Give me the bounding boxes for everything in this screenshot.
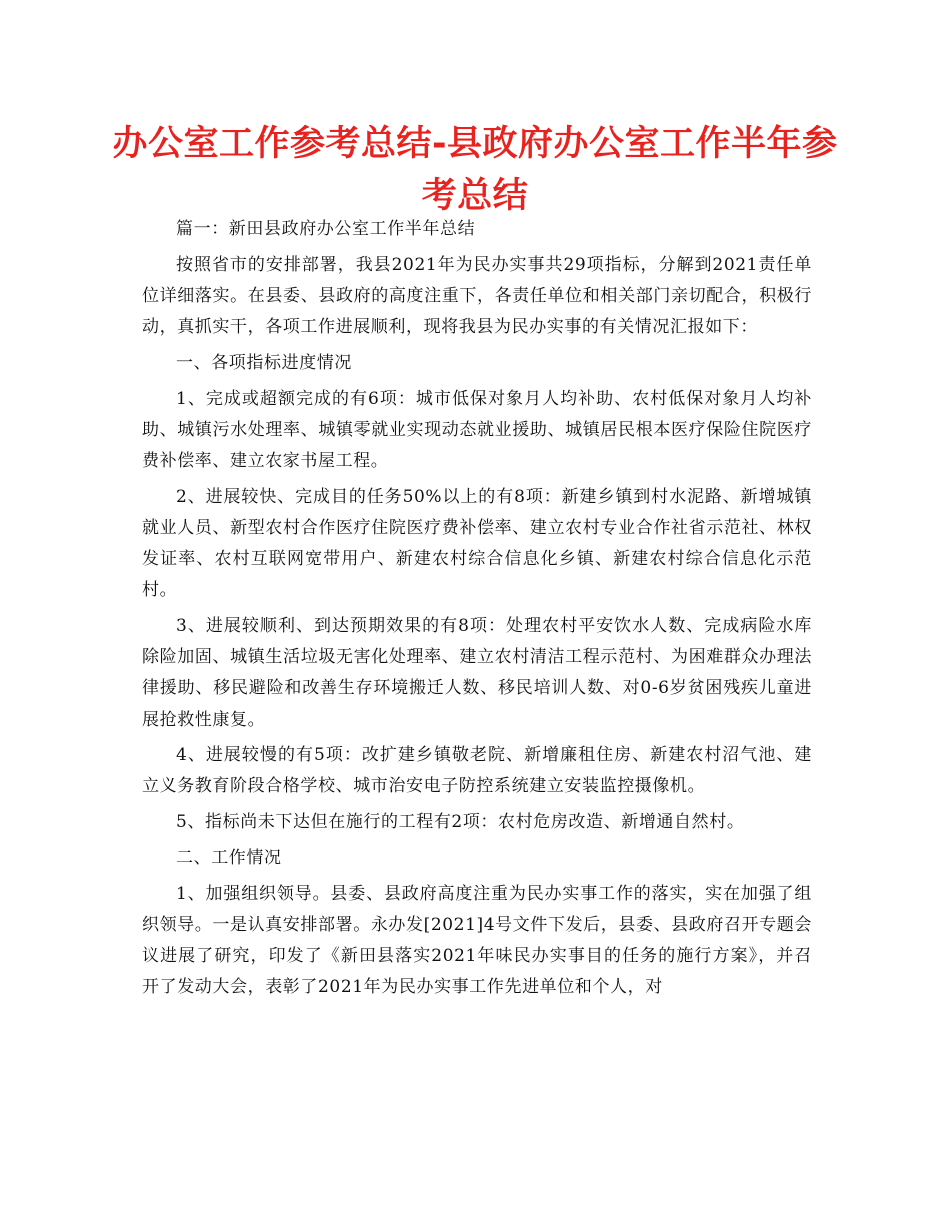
section-heading: 二、工作情况: [176, 847, 282, 868]
document-body: [142, 214, 812, 1008]
paragraph: 1、加强组织领导。县委、县政府高度注重为民办实事工作的落实，实在加强了组织领导。一是认真安排部署。永办发[2021]4号文件下发后，县委、县政府召开专题会议进展了研究，印发了《新田县落实2021年味民办实事目的任务的施行方案》，并召开了发动大会，表彰了2021年为民办实事工作先进单位和个人，对: [142, 883, 812, 998]
paragraph: 按照省市的安排部署，我县2021年为民办实事共29项指标，分解到2021责任单位详细落实。在县委、县政府的高度注重下，各责任单位和相关部门亲切配合，积极行动，真抓实干，各项工作进展顺利，现将我县为民办实事的有关情况汇报如下：: [142, 254, 812, 338]
paragraph: 3、进展较顺利、到达预期效果的有8项：处理农村平安饮水人数、完成病险水库除险加固、城镇生活垃圾无害化处理率、建立农村清洁工程示范村、为困难群众办理法律援助、移民避险和改善生存环境搬迁人数、移民培训人数、对0-6岁贫困残疾儿童进展抢救性康复。: [142, 615, 812, 730]
paragraph: 4、进展较慢的有5项：改扩建乡镇敬老院、新增廉租住房、新建农村沼气池、建立义务教育阶段合格学校、城市治安电子防控系统建立安装监控摄像机。: [142, 745, 812, 797]
paragraph: 5、指标尚未下达但在施行的工程有2项：农村危房改造、新增通自然村。: [176, 812, 745, 833]
paragraph: 1、完成或超额完成的有6项：城市低保对象月人均补助、农村低保对象月人均补助、城镇污水处理率、城镇零就业实现动态就业援助、城镇居民根本医疗保险住院医疗费补偿率、建立农家书屋工程。: [142, 388, 812, 471]
paragraph: 2、进展较快、完成目的任务50%以上的有8项：新建乡镇到村水泥路、新增城镇就业人员、新型农村合作医疗住院医疗费补偿率、建立农村专业合作社省示范社、林权发证率、农村互联网宽带用户、新建农村综合信息化乡镇、新建农村综合信息化示范村。: [142, 486, 812, 601]
section-heading: 一、各项指标进度情况: [176, 352, 352, 373]
document-title: 办公室工作参考总结-县政府办公室工作半年参考总结: [112, 124, 838, 216]
paragraph: 篇一：新田县政府办公室工作半年总结: [176, 219, 476, 239]
